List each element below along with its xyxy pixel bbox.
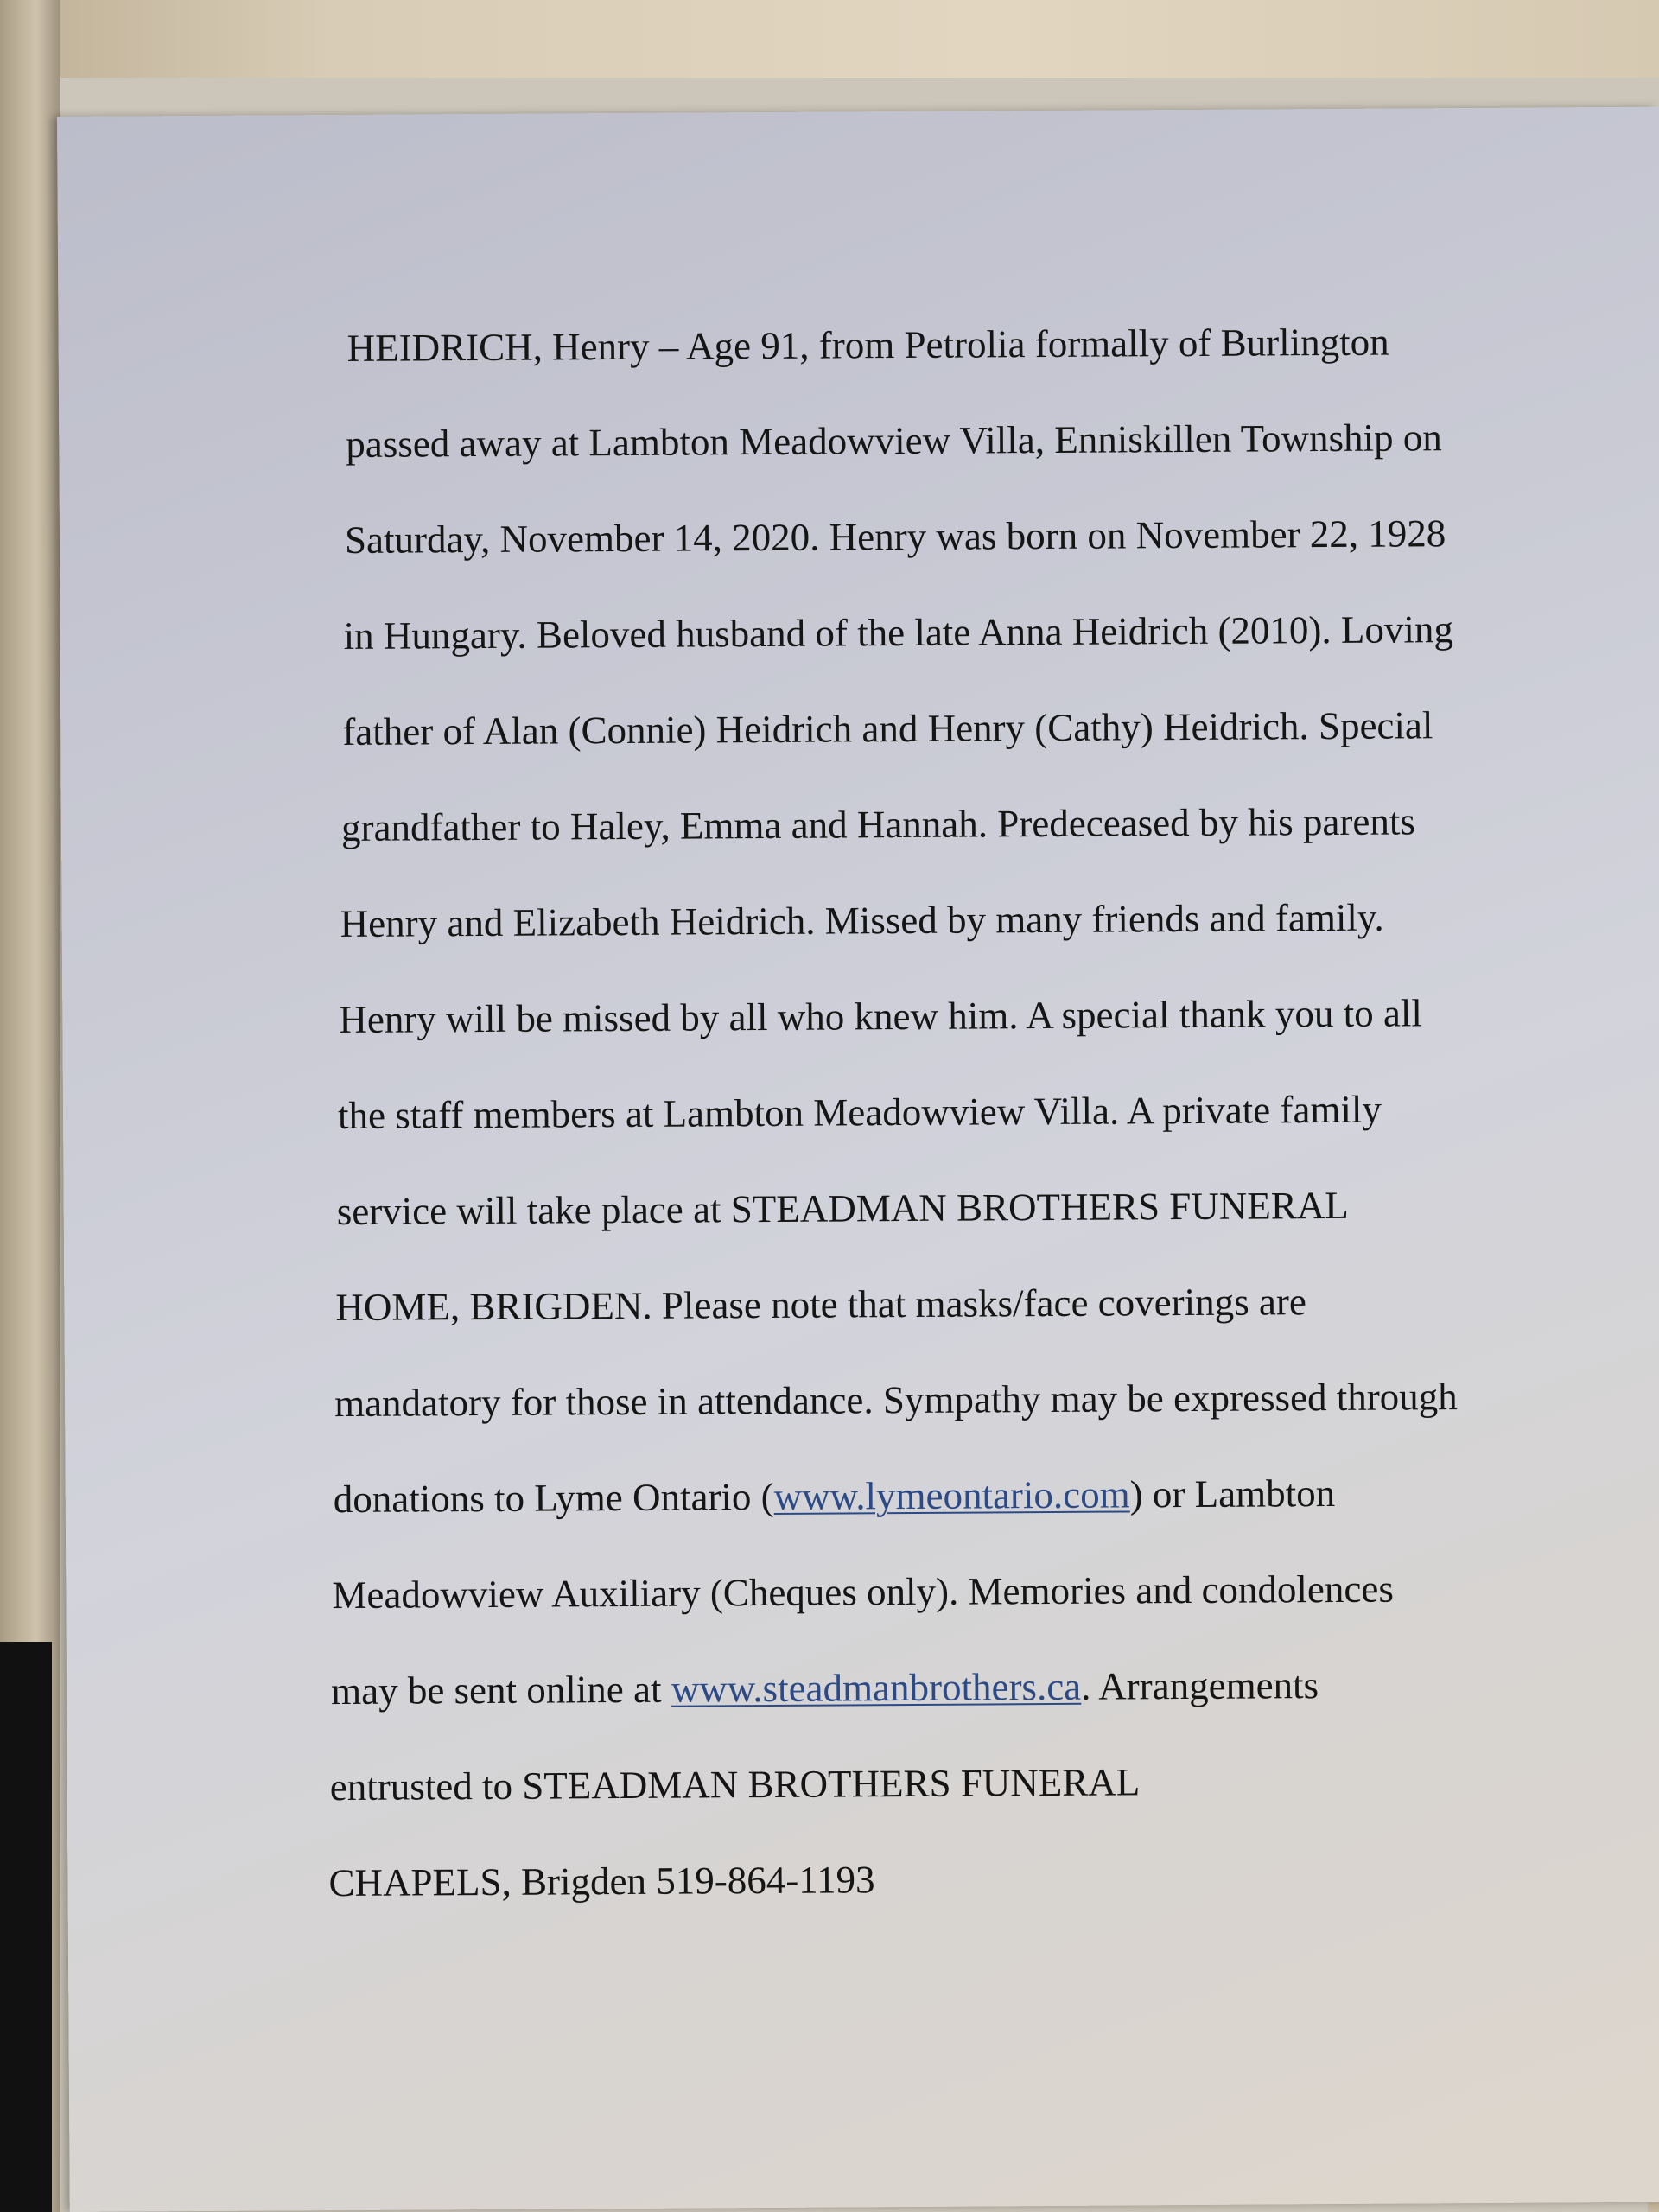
text-line — [331, 1636, 1616, 1739]
text-line: grandfather to Haley, Emma and Hannah. Predeceased by his parents — [340, 799, 1416, 850]
text-fragment: . Arrangements — [1081, 1663, 1319, 1708]
text-line — [333, 1444, 1614, 1548]
text-fragment: may be sent online at — [330, 1667, 671, 1713]
background-dark-corner — [0, 1642, 52, 2212]
text-line: father of Alan (Connie) Heidrich and Henry (Cathy) Heidrich. Special — [342, 703, 1433, 753]
text-line: Saturday, November 14, 2020. Henry was born on November 22, 1928 — [344, 512, 1446, 562]
text-line: HOME, BRIGDEN. Please note that masks/face coverings are — [335, 1280, 1307, 1330]
text-line: Henry will be missed by all who knew him. A special thank you to all — [339, 991, 1423, 1042]
lyme-ontario-link[interactable]: www.lymeontario.com — [773, 1472, 1130, 1518]
text-line: entrusted to STEADMAN BROTHERS FUNERAL — [329, 1760, 1141, 1809]
text-line: Henry and Elizabeth Heidrich. Missed by many friends and family. — [340, 895, 1384, 946]
text-line: in Hungary. Beloved husband of the late Anna Heidrich (2010). Loving — [343, 607, 1454, 658]
text-fragment: donations to Lyme Ontario ( — [333, 1474, 774, 1522]
text-line: HEIDRICH, Henry – Age 91, from Petrolia formally of Burlington — [346, 320, 1389, 370]
paper-sheet — [57, 107, 1659, 2212]
steadman-brothers-link[interactable]: www.steadmanbrothers.ca — [671, 1664, 1082, 1711]
text-line: CHAPELS, Brigden 519-864-1193 — [328, 1858, 875, 1905]
obituary-text — [258, 293, 1616, 1931]
text-line: passed away at Lambton Meadowview Villa, Enniskillen Township on — [346, 416, 1442, 466]
text-line: the staff members at Lambton Meadowview Villa. A private family — [337, 1087, 1382, 1138]
text-fragment: ) or Lambton — [1129, 1471, 1336, 1516]
text-line: service will take place at STEADMAN BROTHERS FUNERAL — [336, 1183, 1349, 1234]
text-line: mandatory for those in attendance. Sympathy may be expressed through — [334, 1375, 1458, 1426]
text-line: Meadowview Auxiliary (Cheques only). Memories and condolences — [332, 1567, 1395, 1618]
